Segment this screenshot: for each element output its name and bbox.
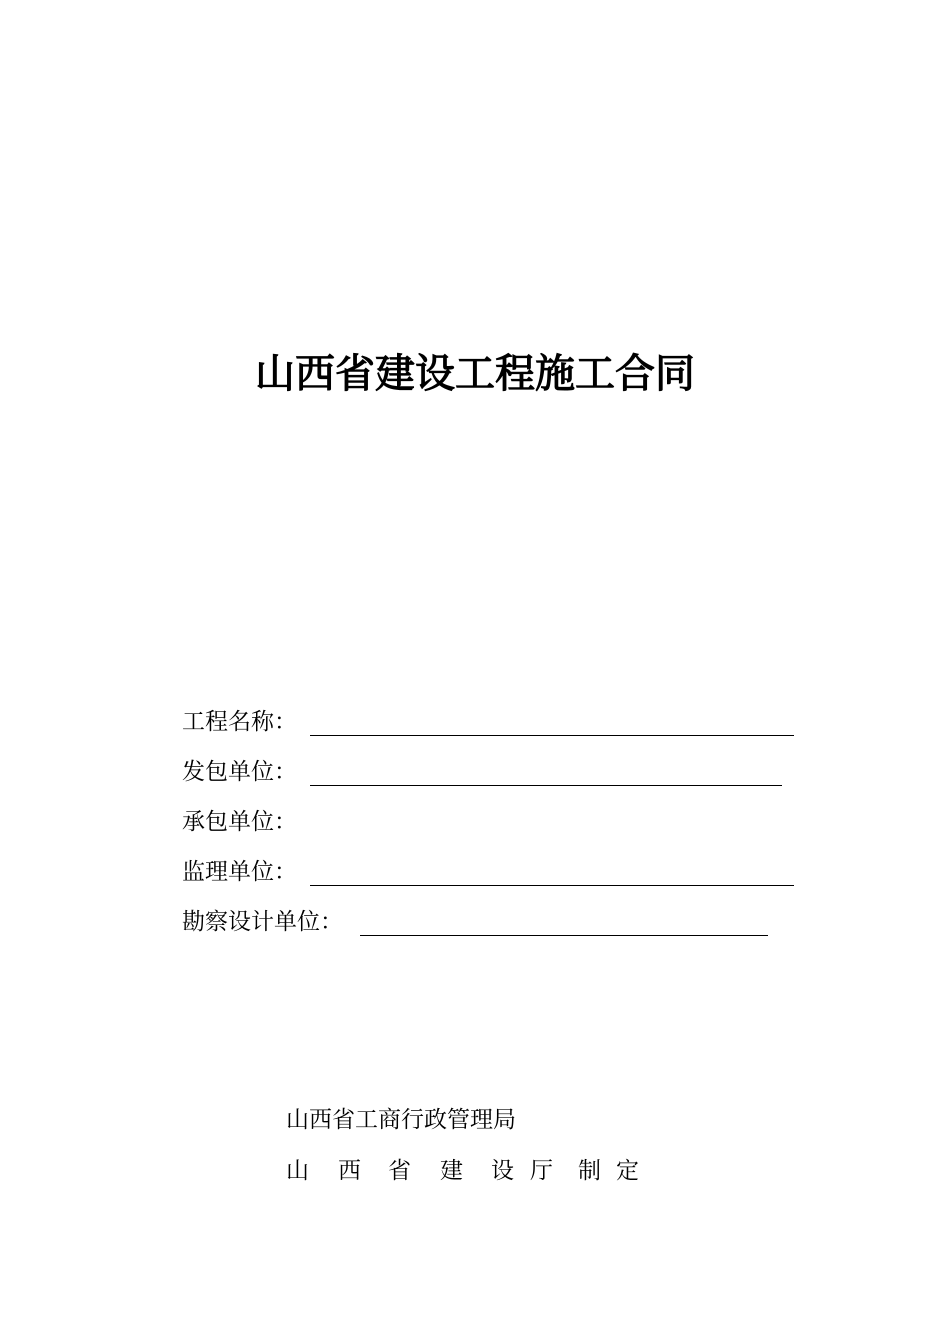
field-project-name: [182, 706, 297, 738]
field-label-supervisor: 监理单位：: [182, 859, 297, 885]
issuer-char: 厅: [530, 1158, 553, 1184]
survey-design-blank[interactable]: [360, 935, 768, 936]
employer-blank[interactable]: [310, 785, 782, 786]
field-label-survey-design: 勘察设计单位：: [182, 909, 343, 935]
document-title: 山西省建设工程施工合同: [255, 350, 695, 397]
issuer-char: 设: [491, 1158, 514, 1184]
issuer-line-1: 山西省工商行政管理局: [286, 1107, 516, 1133]
field-label-employer: 发包单位：: [182, 759, 297, 785]
issuer-char: 定: [616, 1158, 639, 1184]
field-contractor: [182, 806, 297, 838]
issuer-char: 建: [440, 1158, 463, 1184]
field-label-contractor: 承包单位：: [182, 809, 297, 835]
issuer-char: 山: [286, 1158, 309, 1184]
field-employer: [182, 756, 297, 788]
issuer-char: 省: [388, 1158, 411, 1184]
issuer-char: 制: [578, 1158, 601, 1184]
field-label-project-name: 工程名称：: [182, 709, 297, 735]
field-survey-design: [182, 906, 343, 938]
issuer-char: 西: [338, 1158, 361, 1184]
field-supervisor: [182, 856, 297, 888]
project-name-blank[interactable]: [310, 735, 794, 736]
supervisor-blank[interactable]: [310, 885, 794, 886]
